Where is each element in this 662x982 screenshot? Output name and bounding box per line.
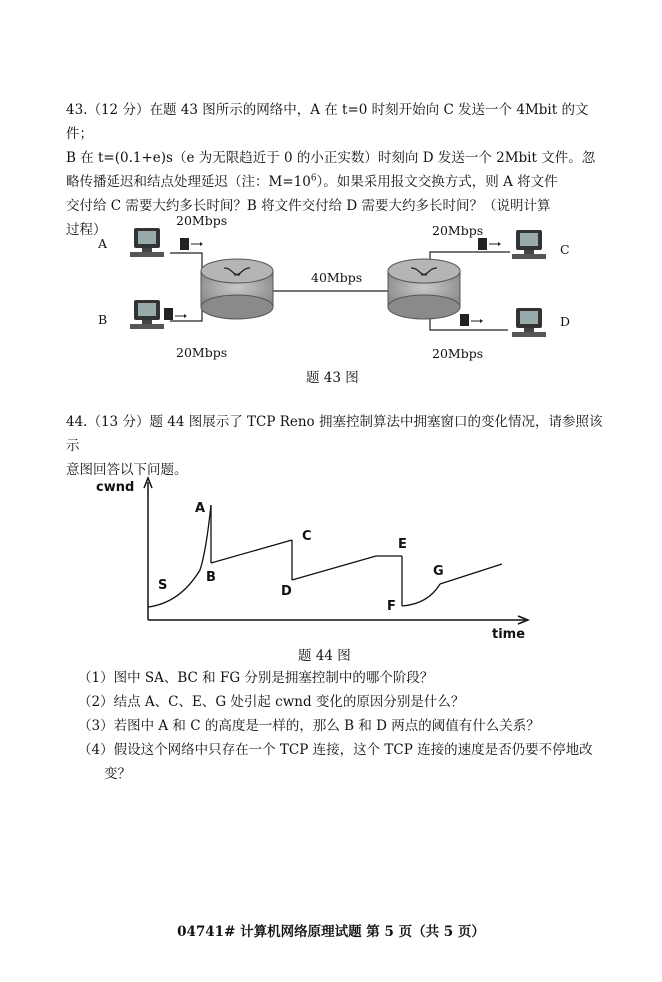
q43-line: 交付给 C 需要大约多长时间？B 将文件交付给 D 需要大约多长时间？（说明计算 (66, 198, 551, 214)
computer-c-icon (512, 230, 546, 259)
q43-line: 过程） (66, 222, 107, 238)
y-axis-label: cwnd (96, 480, 135, 495)
link-a-label: 20Mbps (176, 213, 228, 228)
curve-congestion-avoidance-de (292, 556, 376, 580)
figure-44-chart (144, 478, 528, 624)
point-label-d: D (281, 584, 292, 599)
curve-congestion-avoidance-bc (211, 540, 292, 563)
q43-line: 43.（12 分）在题 43 图所示的网络中，A 在 t=0 时刻开始向 C 发送一个 4Mbit 的文件； (66, 102, 589, 142)
point-label-f: F (387, 599, 396, 614)
packet-c-icon (478, 238, 501, 250)
computer-d-icon (512, 308, 546, 337)
curve-slow-start-fg (402, 584, 440, 606)
q43-line: B 在 t=(0.1+e)s（e 为无限趋近于 0 的小正实数）时刻向 D 发送一个 2Mbit 文件。忽 (66, 150, 596, 166)
q44-line: 44.（13 分）题 44 图展示了 TCP Reno 拥塞控制算法中拥塞窗口的变化情况，请参照该示 (66, 414, 603, 454)
q43-line: 略传播延迟和结点处理延迟（注：$M=10^6$）。如果采用报文交换方式，则 A 将文件 (66, 173, 558, 190)
question-44 (66, 410, 606, 482)
x-axis-label: time (492, 627, 526, 642)
q44-line: 意图回答以下问题。 (66, 462, 188, 478)
figure-43-caption: 题 43 图 (306, 370, 359, 386)
curve-linear-after-g (440, 564, 502, 584)
subquestion-3: （3）若图中 A 和 C 的高度是一样的，那么 B 和 D 两点的阈值有什么关系？ (78, 718, 540, 734)
router-left-icon (201, 259, 273, 319)
point-label-b: B (206, 570, 216, 585)
computer-a-icon (130, 228, 164, 257)
packet-d-icon (460, 314, 483, 326)
host-a-label: A (98, 236, 108, 251)
host-d-label: D (560, 314, 571, 329)
chart-axes (144, 478, 528, 624)
packet-a-icon (180, 238, 203, 250)
subquestion-4-continued: 变？ (104, 766, 131, 782)
figure-44-caption: 题 44 图 (298, 648, 351, 664)
packet-b-icon (164, 308, 187, 320)
subquestion-2: （2）结点 A、C、E、G 处引起 cwnd 变化的原因分别是什么？ (78, 694, 465, 710)
link-b-label: 20Mbps (176, 345, 228, 360)
host-b-label: B (98, 312, 108, 327)
point-label-g: G (433, 564, 444, 579)
subquestion-list (78, 666, 598, 786)
point-label-c: C (302, 529, 312, 544)
point-label-a: A (195, 501, 206, 516)
point-label-e: E (398, 537, 407, 552)
host-c-label: C (560, 242, 570, 257)
link-c-label: 20Mbps (432, 223, 484, 238)
point-label-s: S (158, 578, 168, 593)
link-mid-label: 40Mbps (311, 270, 363, 285)
curve-slow-start-initial (148, 505, 211, 607)
subquestion-4: （4）假设这个网络中只存在一个 TCP 连接，这个 TCP 连接的速度是否仍要不停地改 (78, 742, 593, 758)
page-footer: 04741# 计算机网络原理试题 第 5 页（共 5 页） (177, 924, 485, 940)
computer-b-icon (130, 300, 164, 329)
subquestion-1: （1）图中 SA、BC 和 FG 分别是拥塞控制中的哪个阶段？ (78, 670, 434, 686)
link-d-label: 20Mbps (432, 346, 484, 361)
cwnd-curve (148, 505, 502, 607)
router-right-icon (388, 259, 460, 319)
